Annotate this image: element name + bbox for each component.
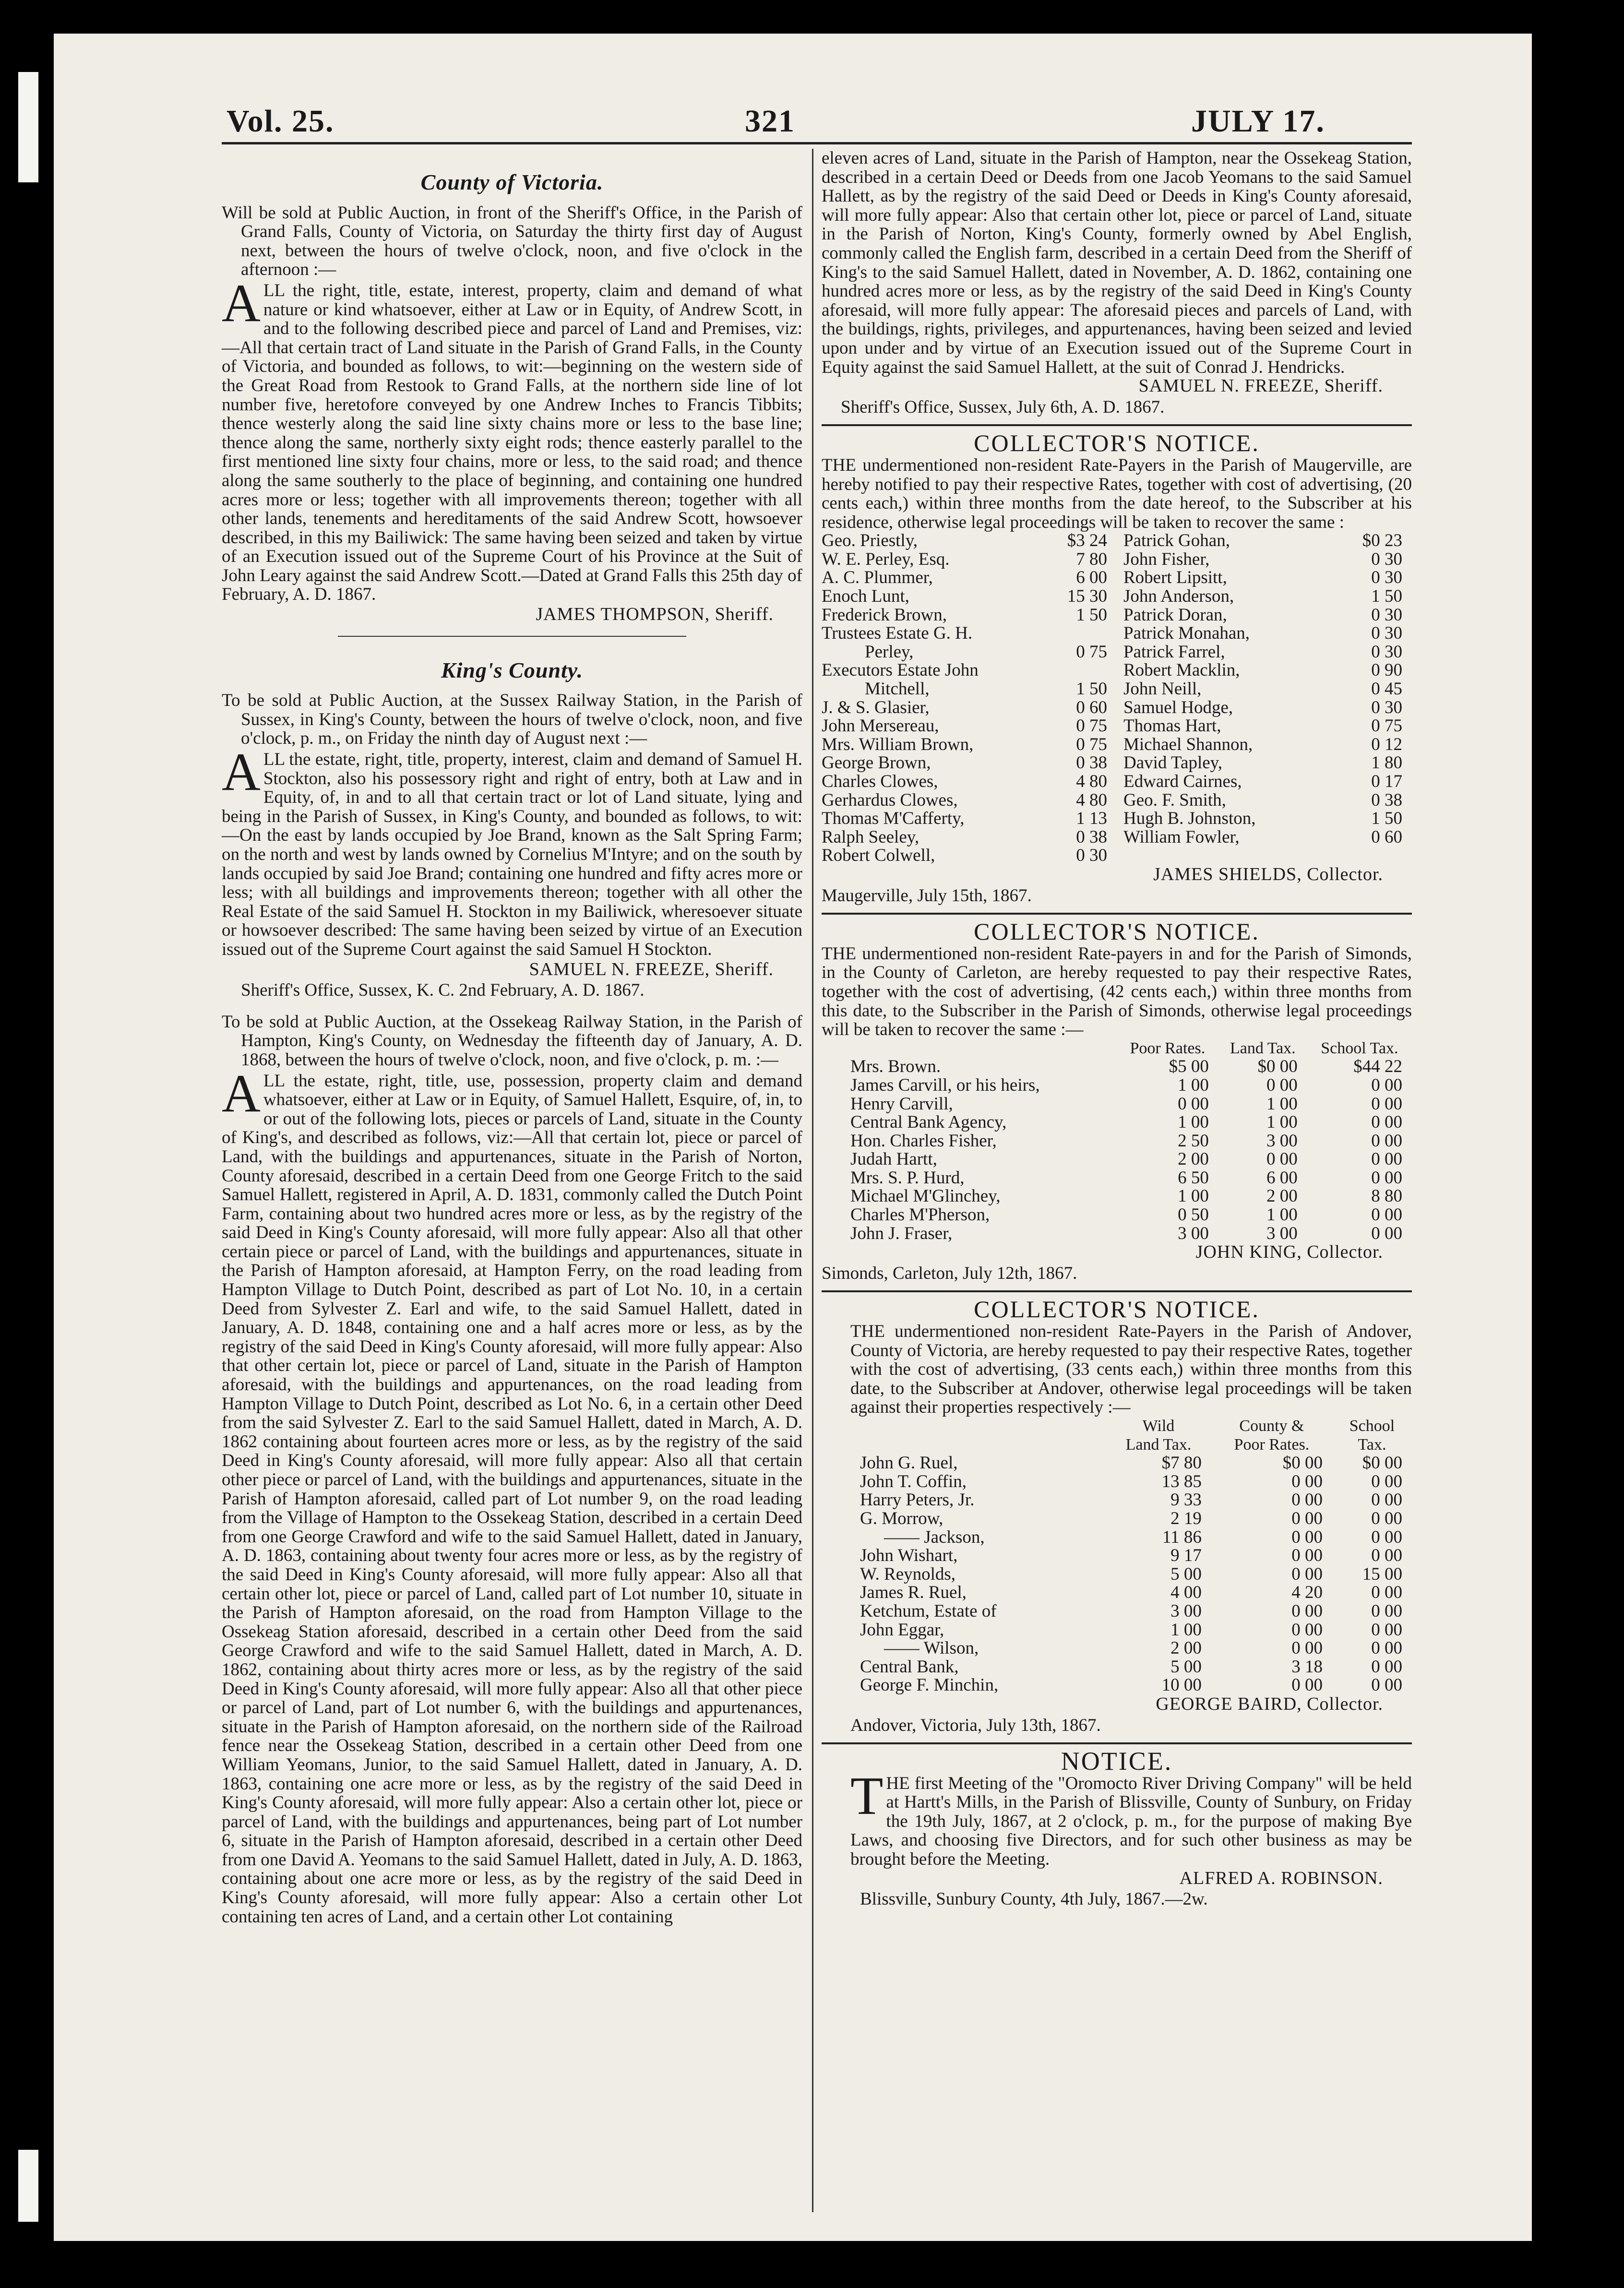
table-row: [822, 810, 1117, 828]
notice-title: COLLECTOR'S NOTICE.: [974, 429, 1260, 457]
school-tax: 0 00: [1371, 1094, 1402, 1114]
ratepayer-name: Michael M'Glinchey,: [850, 1186, 1001, 1206]
table-row: [1123, 550, 1412, 569]
ratepayer-name: Frederick Brown,: [822, 605, 947, 625]
table-row: [822, 606, 1117, 625]
notice-place-date: Simonds, Carleton, July 12th, 1867.: [822, 1263, 1077, 1283]
rate-amount: 4 80: [1076, 790, 1107, 810]
land-tax: 5 00: [1170, 1656, 1202, 1677]
notice-place-date: Maugerville, July 15th, 1867.: [822, 885, 1032, 906]
table-row: [822, 550, 1117, 569]
school-tax: 0 00: [1371, 1223, 1402, 1243]
school-tax: 0 00: [1371, 1168, 1402, 1188]
table-row: [822, 1113, 1412, 1132]
table-row: [1123, 606, 1412, 625]
poor-rate: $5 00: [1169, 1057, 1209, 1077]
ratepayer-name: George F. Minchin,: [860, 1675, 999, 1695]
rate-amount: 0 45: [1371, 679, 1402, 699]
ratepayer-name: Hugh B. Johnston,: [1123, 809, 1256, 829]
poor-rate: 1 00: [1178, 1075, 1209, 1095]
poor-rate: 3 00: [1178, 1223, 1209, 1243]
poor-rate: 0 00: [1291, 1675, 1323, 1695]
table-row: [822, 699, 1117, 717]
table-row: [822, 1565, 1412, 1584]
rate-amount: 0 30: [1371, 549, 1402, 569]
poor-rate: 4 20: [1291, 1583, 1323, 1603]
ratepayer-table: [822, 1039, 1412, 1243]
notice-place-date: Sheriff's Office, Sussex, K. C. 2nd February, A. D. 1867.: [241, 980, 645, 1001]
poor-rate: 1 00: [1178, 1186, 1209, 1206]
ratepayer-name: Mrs. S. P. Hurd,: [850, 1168, 965, 1188]
column-header: County &: [1239, 1417, 1304, 1435]
section-rule: [822, 1742, 1412, 1744]
table-row: [822, 846, 1117, 865]
oromocto-meeting-notice: [822, 1747, 1412, 1909]
rate-amount: 0 30: [1371, 605, 1402, 625]
school-tax: 0 00: [1371, 1131, 1402, 1151]
rate-amount: [1046, 624, 1117, 643]
land-tax: 13 85: [1161, 1471, 1202, 1491]
ratepayer-name: Central Bank Agency,: [850, 1112, 1007, 1132]
table-row: [1123, 736, 1412, 754]
ratepayer-name: George Brown,: [822, 753, 931, 773]
school-tax: 0 00: [1371, 1583, 1402, 1603]
school-tax: 0 00: [1371, 1527, 1402, 1547]
ratepayer-name: John G. Ruel,: [860, 1453, 958, 1473]
land-tax: 2 19: [1170, 1508, 1202, 1528]
ratepayer-table: [822, 1417, 1412, 1695]
ratepayer-name: Charles M'Pherson,: [850, 1205, 990, 1225]
rate-amount: 15 30: [1067, 586, 1107, 607]
rate-amount: 0 17: [1371, 772, 1402, 791]
ratepayer-name: Hon. Charles Fisher,: [850, 1131, 997, 1151]
ratepayer-name: Michael Shannon,: [1123, 734, 1253, 754]
ratepayer-name: G. Morrow,: [860, 1508, 943, 1528]
table-row: [822, 680, 1117, 699]
land-tax: 6 00: [1266, 1168, 1298, 1188]
table-row: [1123, 661, 1412, 680]
issue-date: JULY 17.: [1191, 104, 1325, 139]
rate-amount: 0 60: [1371, 827, 1402, 847]
table-row: [1123, 680, 1412, 699]
ratepayer-name: Henry Carvill,: [850, 1094, 953, 1114]
school-tax: 0 00: [1371, 1112, 1402, 1132]
table-row: [822, 1225, 1412, 1243]
page-number: 321: [745, 104, 795, 139]
column-header: Poor Rates.: [1130, 1039, 1206, 1057]
school-tax: 0 00: [1371, 1149, 1402, 1169]
poor-rate: 0 00: [1291, 1564, 1323, 1584]
header-rule: [222, 142, 1412, 144]
notice-body: ALL the estate, right, title, use, possession, property claim and demand whatsoever, either at Law or in Equity, of Samuel Hallett, Esquire, of, in, to or out of the following lots, pieces or parcels of Land, situate in the County of King's, and described as follows, viz:—All that certain lot, piece or parcel of Land, with the buildings and appurtenances, situate in the Parish of Norton, County aforesaid, described in a certain Deed from one George Fritch to the said Samuel Hallett, registered in April, A. D. 1831, commonly called the Dutch Point Farm, containing about two hundred acres more or less, as by the registry of the said Deed in King's County aforesaid, will more fully appear: Also all that other certain piece or parcel of Land, with the buildings and appurtenances, situate in the Parish of Hampton aforesaid, at Hampton Ferry, on the road leading from Hampton Village to Dutch Point, described as part of Lot No. 10, in a certain Deed from Sylvester Z. Earl and wife, to the said Samuel Hallett, dated in January, A. D. 1848, containing one and a half acres more or less, as by the registry of the said Deed in King's County aforesaid, will more fully appear: Also that other certain lot, piece or parcel of Land, situate in the Parish of Hampton aforesaid, with the buildings and appurtenances, on the road leading from Hampton Village to Dutch Point, described as Lot No. 6, in a certain other Deed from the said Sylvester Z. Earl to the said Samuel Hallett, dated in March, A. D. 1862 containing about fourteen acres more or less, as by the registry of the said Deed in King's County aforesaid, will more fully appear: Also all that certain other piece or parcel of Land, with the buildings and appurtenances, situate in the Parish of Hampton aforesaid, called part of Lot number 9, on the road leading from the Village of Hampton to the Ossekeag Station, described in a certain Deed from one George Crawford and wife to the said Samuel Hallett, dated in January, A. D. 1863, containing about twenty four acres more or less, as by the registry of the said Deed in King's County aforesaid, will more fully appear: Also all that certain other lot, piece or parcel of Land, called part of Lot number 10, situate in the Parish of Hampton aforesaid, on the road from Hampton Village to the Ossekeag Station aforesaid, described in a certain other Deed from the said George Crawford and wife to the said Samuel Hallett, dated in March, A. D. 1862, containing about thirty acres more or less, as by the registry of the said Deed in King's County aforesaid, will more fully appear: Also all that other piece or parcel of Land, part of Lot number 6, with the buildings and appurtenances, situate in the Parish of Hampton aforesaid, on the northern side of the Railroad fence near the Ossekeag Station, described in a certain other Deed from one William Yeomans, Junior, to the said Samuel Hallett, dated in January, A. D. 1863, containing one acre more or less, as by the registry of the said Deed in King's County aforesaid, will more fully appear: Also a certain other lot, piece or parcel of Land, with the buildings and appurtenances, being part of Lot number 6, situate in the Parish of Hampton aforesaid, described in a certain other Deed from one David A. Yeomans to the said Samuel Hallett, dated in July, A. D. 1863, containing about one acre more or less, as by the registry of the said Deed in King's County aforesaid, will more fully appear: Also a certain other Lot containing ten acres of Land, and a certain other Lot containing: [222, 1063, 802, 1927]
table-row: [822, 1639, 1412, 1658]
andover-collector-notice: [822, 1296, 1412, 1735]
ratepayer-name: James R. Ruel,: [860, 1583, 967, 1603]
rate-amount: 0 38: [1076, 753, 1107, 773]
ratepayer-name: Enoch Lunt,: [822, 586, 909, 607]
rate-amount: 1 50: [1076, 605, 1107, 625]
table-row: [822, 1076, 1412, 1095]
table-row: [822, 754, 1117, 773]
rate-amount: 0 75: [1371, 716, 1402, 736]
kings-sheriff-notice: [222, 657, 802, 1001]
poor-rate: 2 00: [1178, 1149, 1209, 1169]
notice-signature: JOHN KING, Collector.: [1195, 1242, 1383, 1263]
table-row: [822, 587, 1117, 606]
table-row: [822, 624, 1117, 643]
poor-rate: 0 00: [1291, 1601, 1323, 1621]
poor-rate: 0 50: [1178, 1205, 1209, 1225]
drop-cap: T: [850, 1766, 884, 1826]
poor-rate: 0 00: [1178, 1094, 1209, 1114]
notice-intro: Will be sold at Public Auction, in front of the Sheriff's Office, in the Parish of Grand Falls, County of Victoria, on Saturday the thirty first day of August next, between the hours of twelve o'clock, noon, and five o'clock in the afternoon :—: [222, 203, 802, 280]
table-row: [822, 643, 1117, 662]
table-row: [822, 736, 1117, 754]
column-header: Wild: [1142, 1417, 1175, 1435]
notice-signature: GEORGE BAIRD, Collector.: [1156, 1693, 1383, 1714]
rate-amount: 0 38: [1076, 827, 1107, 847]
ratepayer-name: Trustees Estate G. H.: [822, 623, 973, 644]
table-row: [822, 773, 1117, 791]
ratepayer-name: —— Wilson,: [884, 1638, 979, 1658]
land-tax: 1 00: [1266, 1094, 1298, 1114]
table-row: [1123, 587, 1412, 606]
victoria-sheriff-notice: [222, 170, 802, 625]
land-tax: 3 00: [1266, 1131, 1298, 1151]
table-row: [822, 1095, 1412, 1114]
poor-rate: 0 00: [1291, 1508, 1323, 1528]
ratepayer-name: Robert Macklin,: [1123, 660, 1240, 680]
table-row: [1123, 791, 1412, 810]
rate-amount: 0 75: [1076, 642, 1107, 662]
ratepayer-name: W. Reynolds,: [860, 1564, 956, 1584]
poor-rate: 0 00: [1291, 1638, 1323, 1658]
notice-body: THE first Meeting of the "Oromocto River Driving Company" will be held at Hartt's Mills, in the Parish of Blissville, County of Sunbury, on Friday the 19th July, 1867, at 2 o'clock, p. m., for the purpose of making Bye Laws, and choosing five Directors, and for such other business as may be brought before the Meeting.: [850, 1766, 1412, 1870]
notice-title: King's County.: [441, 657, 584, 682]
rate-amount: [1046, 661, 1117, 680]
column-divider: [812, 149, 813, 2212]
poor-rate: 0 00: [1291, 1490, 1323, 1510]
school-tax: 0 00: [1371, 1638, 1402, 1658]
notice-signature: JAMES THOMPSON, Sheriff.: [536, 604, 774, 625]
table-row: [822, 1058, 1412, 1076]
film-edge-mark-bottom: [18, 2150, 38, 2222]
land-tax: $0 00: [1257, 1057, 1298, 1077]
ratepayer-name: J. & S. Glasier,: [822, 697, 930, 717]
rate-amount: 4 80: [1076, 772, 1107, 791]
table-row: [1123, 754, 1412, 773]
table-row: [822, 1547, 1412, 1565]
notice-title: NOTICE.: [1061, 1747, 1173, 1776]
land-tax: 1 00: [1266, 1112, 1298, 1132]
left-column: [222, 149, 802, 1926]
rate-amount: 0 12: [1371, 734, 1402, 754]
ratepayer-name: Geo. Priestly,: [822, 531, 918, 551]
poor-rate: 6 50: [1178, 1168, 1209, 1188]
ratepayer-name: John Eggar,: [860, 1620, 944, 1640]
ratepayer-name: Harry Peters, Jr.: [860, 1490, 975, 1510]
table-row: [822, 791, 1117, 810]
maugerville-collector-notice: [822, 429, 1412, 906]
table-row: [822, 1658, 1412, 1677]
table-row: [822, 1150, 1412, 1169]
table-row: [1123, 810, 1412, 828]
notice-signature: ALFRED A. ROBINSON.: [1179, 1868, 1383, 1888]
film-edge-mark-top: [18, 72, 38, 182]
rate-amount: 0 60: [1076, 697, 1107, 717]
rate-amount: 1 80: [1371, 753, 1402, 773]
table-row: [822, 1621, 1412, 1640]
table-row: [1123, 828, 1412, 847]
land-tax: 1 00: [1170, 1620, 1202, 1640]
table-row: [1123, 773, 1412, 791]
ratepayer-name: John Neill,: [1123, 679, 1202, 699]
ratepayer-table: [822, 532, 1412, 865]
poor-rate: 0 00: [1291, 1546, 1323, 1566]
land-tax: 4 00: [1170, 1583, 1202, 1603]
ratepayer-name: Gerhardus Clowes,: [822, 790, 958, 810]
table-row: [822, 1206, 1412, 1225]
notice-signature: SAMUEL N. FREEZE, Sheriff.: [1138, 376, 1383, 396]
table-row: [822, 1454, 1412, 1473]
ratepayer-name: Central Bank,: [860, 1656, 959, 1677]
ratepayer-name: Mrs. William Brown,: [822, 734, 974, 754]
notice-intro: THE undermentioned non-resident Rate-Payers in the Parish of Andover, County of Victoria, are hereby requested to pay their respective Rates, together with the cost of advertising, (33 cents each,) within three months from this date, to the Subscriber at Andover, otherwise legal proceedings will be taken against their properties respectively :—: [850, 1322, 1412, 1418]
drop-cap: A: [222, 273, 261, 333]
ratepayer-name: Ralph Seeley,: [822, 827, 919, 847]
table-row: [1123, 569, 1412, 587]
notice-intro: To be sold at Public Auction, at the Sussex Railway Station, in the Parish of Sussex, in King's County, between the hours of twelve o'clock, noon, and five o'clock, p. m., on Friday the ninth day of August next :—: [222, 691, 802, 749]
ratepayer-name: William Fowler,: [1123, 827, 1240, 847]
land-tax: $7 80: [1161, 1453, 1202, 1473]
land-tax: 2 00: [1266, 1186, 1298, 1206]
table-row: [822, 1584, 1412, 1602]
poor-rate: 1 00: [1178, 1112, 1209, 1132]
poor-rate: 0 00: [1291, 1471, 1323, 1491]
ratepayer-name: James Carvill, or his heirs,: [850, 1075, 1040, 1095]
notice-place-date: Blissville, Sunbury County, 4th July, 1867.—2w.: [860, 1889, 1208, 1909]
table-row: [1123, 624, 1412, 643]
drop-cap: A: [222, 742, 261, 802]
column-header: Tax.: [1358, 1435, 1386, 1454]
land-tax: 1 00: [1266, 1205, 1298, 1225]
notice-place-date: Sheriff's Office, Sussex, July 6th, A. D. 1867.: [841, 397, 1165, 417]
rate-amount: 6 00: [1076, 568, 1107, 588]
ratepayer-name: David Tapley,: [1123, 753, 1222, 773]
gazette-page: [54, 34, 1532, 2241]
poor-rate: 0 00: [1291, 1620, 1323, 1640]
notice-title: County of Victoria.: [420, 170, 604, 194]
column-header: School Tax.: [1321, 1039, 1398, 1057]
ratepayer-name: Judah Hartt,: [850, 1149, 937, 1169]
section-divider: [338, 636, 686, 637]
rate-amount: $3 24: [1067, 531, 1107, 551]
table-row: [822, 1187, 1412, 1206]
ratepayer-name: Patrick Monahan,: [1123, 623, 1250, 644]
notice-title: COLLECTOR'S NOTICE.: [974, 918, 1260, 945]
ratepayer-name: W. E. Perley, Esq.: [822, 549, 950, 569]
land-tax: 0 00: [1266, 1075, 1298, 1095]
ratepayer-name: Robert Colwell,: [822, 846, 935, 866]
table-row: [822, 1676, 1412, 1695]
rate-amount: 1 50: [1076, 679, 1107, 699]
ratepayer-name: Edward Cairnes,: [1123, 772, 1242, 791]
school-tax: 8 80: [1371, 1186, 1402, 1206]
table-row: [1123, 717, 1412, 736]
table-row: [822, 1132, 1412, 1151]
land-tax: 9 33: [1170, 1490, 1202, 1510]
table-row: [822, 532, 1117, 550]
ratepayer-name: John T. Coffin,: [860, 1471, 967, 1491]
school-tax: $44 22: [1353, 1057, 1402, 1077]
school-tax: 0 00: [1371, 1601, 1402, 1621]
land-tax: 9 17: [1170, 1546, 1202, 1566]
rate-amount: 0 30: [1371, 623, 1402, 644]
table-row: [822, 1169, 1412, 1188]
notice-body-continued: eleven acres of Land, situate in the Parish of Hampton, near the Ossekeag Station, described in a certain Deed or Deeds from one Jacob Yeomans to the said Samuel Hallett, as by the registry of the said Deed or Deeds in King's County aforesaid, will more fully appear: Also that certain other lot, piece or parcel of Land, situate in the Parish of Norton, King's County, formerly owned by Abel English, commonly called the English farm, described in a certain Deed from the Sheriff of King's to the said Samuel Hallett, dated in November, A. D. 1862, containing one hundred acres more or less, as by the registry of the said Deed in King's County aforesaid, will more fully appear: The aforesaid pieces and parcels of Land, with the buildings, rights, privileges, and appurtenances, having been seized and levied upon under and by virtue of an Execution issued out of the Supreme Court in Equity against the said Samuel Hallett, at the suit of Conrad J. Hendricks.: [822, 148, 1412, 377]
table-row: [1123, 643, 1412, 662]
table-row: [822, 717, 1117, 736]
land-tax: 3 00: [1266, 1223, 1298, 1243]
notice-intro: THE undermentioned non-resident Rate-Payers in the Parish of Maugerville, are hereby notified to pay their respective Rates, together with cost of advertising, (20 cents each,) within three months from the date hereof, to the Subscriber at his residence, otherwise legal proceedings will be taken to recover the same :: [822, 455, 1412, 532]
poor-rate: 3 18: [1291, 1656, 1323, 1677]
ratepayer-name: John Mersereau,: [822, 716, 939, 736]
ratepayer-name: Thomas M'Cafferty,: [822, 809, 965, 829]
ratepayer-name: Ketchum, Estate of: [860, 1601, 997, 1621]
poor-rate: 0 00: [1291, 1527, 1323, 1547]
land-tax: 0 00: [1266, 1149, 1298, 1169]
ratepayer-name: Robert Lipsitt,: [1123, 568, 1227, 588]
ratepayer-name: Patrick Doran,: [1123, 605, 1227, 625]
table-row: [822, 828, 1117, 847]
notice-intro: To be sold at Public Auction, at the Ossekeag Railway Station, in the Parish of Hampton, King's County, on Wednesday the fifteenth day of January, A. D. 1868, between the hours of twelve o'clock, noon, and five o'clock, p. m. :—: [222, 1012, 802, 1070]
school-tax: 15 00: [1362, 1564, 1402, 1584]
ratepayer-name: Mitchell,: [865, 679, 930, 699]
notice-intro: THE undermentioned non-resident Rate-payers in and for the Parish of Simonds, in the County of Carleton, are hereby requested to pay their respective Rates, together with the cost of advertising, (42 cents each,) within three months from this date, to the Subscriber in the Parish of Simonds, otherwise legal proceedings will be taken to recover the same :—: [822, 943, 1412, 1040]
notice-body: ALL the estate, right, title, property, interest, claim and demand of Samuel H. Stockton, also his possessory right and right of entry, both at Law and in Equity, of, in and to all that certain tract or lot of Land situate, lying and being in the Parish of Sussex, in King's County, and bounded as follows, to wit:—On the east by lands occupied by Joe Brand, known as the Salt Spring Farm; on the north and west by lands owned by Cornelius M'Intyre; and on the south by lands occupied by said Joe Brand; containing one hundred and fifty acres more or less; with all buildings and improvements thereon; together with all other the Real Estate of the said Samuel H. Stockton in my Bailiwick, wheresoever situate or howsoever described: The same having been seized by virtue of an Execution issued out of the Supreme Court against the said Samuel H Stockton.: [222, 742, 802, 959]
rate-amount: 0 75: [1076, 716, 1107, 736]
table-row: [822, 1473, 1412, 1491]
land-tax: 2 00: [1170, 1638, 1202, 1658]
table-row: [1123, 699, 1412, 717]
school-tax: 0 00: [1371, 1205, 1402, 1225]
land-tax: 11 86: [1162, 1527, 1202, 1547]
volume-label: Vol. 25.: [227, 104, 334, 139]
ratepayer-name: Charles Clowes,: [822, 772, 938, 791]
school-tax: 0 00: [1371, 1471, 1402, 1491]
hampton-sheriff-notice: [222, 1013, 802, 1927]
rate-amount: 0 30: [1371, 568, 1402, 588]
table-row: [822, 1528, 1412, 1547]
ratepayer-name: John Fisher,: [1123, 549, 1210, 569]
rate-amount: 0 38: [1371, 790, 1402, 810]
ratepayer-name: —— Jackson,: [884, 1527, 985, 1547]
column-header: School: [1349, 1417, 1395, 1435]
notice-signature: JAMES SHIELDS, Collector.: [1153, 864, 1383, 884]
ratepayer-name: Mrs. Brown.: [850, 1057, 941, 1077]
hampton-notice-continued: [822, 149, 1412, 417]
drop-cap: A: [222, 1063, 261, 1123]
ratepayer-name: Thomas Hart,: [1123, 716, 1221, 736]
ratepayer-name: Patrick Gohan,: [1123, 531, 1230, 551]
school-tax: 0 00: [1371, 1620, 1402, 1640]
column-header: Land Tax.: [1230, 1039, 1296, 1057]
table-row: [1123, 532, 1412, 550]
rate-amount: 0 75: [1076, 734, 1107, 754]
column-header: Land Tax.: [1125, 1435, 1192, 1454]
ratepayer-name: Executors Estate John: [822, 660, 979, 680]
school-tax: 0 00: [1371, 1656, 1402, 1677]
rate-amount: 7 80: [1076, 549, 1107, 569]
rate-amount: 1 50: [1371, 586, 1402, 607]
notice-title: COLLECTOR'S NOTICE.: [974, 1296, 1260, 1323]
land-tax: 10 00: [1161, 1675, 1202, 1695]
simonds-collector-notice: [822, 918, 1412, 1283]
school-tax: 0 00: [1371, 1490, 1402, 1510]
land-tax: 5 00: [1170, 1564, 1202, 1584]
land-tax: 3 00: [1170, 1601, 1202, 1621]
rate-amount: 1 13: [1076, 809, 1107, 829]
ratepayer-name: John Wishart,: [860, 1546, 958, 1566]
table-row: [822, 1602, 1412, 1621]
notice-body: ALL the right, title, estate, interest, property, claim and demand of what nature or kind whatsoever, either at Law or in Equity, of Andrew Scott, in and to the following described piece and parcel of Land and Premises, viz:—All that certain tract of Land situate in the Parish of Grand Falls, in the County of Victoria, and bounded as follows, to wit:—beginning on the western side of the Great Road from Restook to Grand Falls, at the northern side line of lot number five, heretofore conveyed by one Andrew Inches to Francis Tibbits; thence westerly along the said line sixty chains more or less to the base line; thence along the same, northerly sixty eight rods; thence easterly parallel to the first mentioned line sixty four chains, more or less, to the said road; and thence along the same southerly to the place of beginning, and containing one hundred acres more or less; together with all improvements thereon; together with all other lands, tenements and hereditaments of the said Andrew Scott, howsoever described, in this my Bailiwick: The same having been seized and taken by virtue of an Execution issued out of the Supreme Court of his Province at the Suit of John Leary against the said Andrew Scott.—Dated at Grand Falls this 25th day of February, A. D. 1867.: [222, 273, 802, 605]
table-row: [822, 1491, 1412, 1510]
school-tax: 0 00: [1371, 1508, 1402, 1528]
notice-signature: SAMUEL N. FREEZE, Sheriff.: [529, 959, 774, 979]
ratepayer-name: Perley,: [865, 642, 914, 662]
rate-amount: 0 30: [1076, 846, 1107, 866]
ratepayer-name: A. C. Plummer,: [822, 568, 933, 588]
ratepayer-name: John J. Fraser,: [850, 1223, 953, 1243]
school-tax: 0 00: [1371, 1075, 1402, 1095]
ratepayer-name: Patrick Farrel,: [1123, 642, 1225, 662]
column-header: Poor Rates.: [1234, 1435, 1310, 1454]
rate-amount: 0 30: [1371, 642, 1402, 662]
section-rule: [822, 424, 1412, 426]
rate-amount: 1 50: [1371, 809, 1402, 829]
ratepayer-name: Geo. F. Smith,: [1123, 790, 1226, 810]
rate-amount: 0 30: [1371, 697, 1402, 717]
rate-amount: $0 23: [1362, 531, 1402, 551]
notice-place-date: Andover, Victoria, July 13th, 1867.: [850, 1715, 1101, 1735]
section-rule: [822, 1290, 1412, 1292]
right-column: [822, 149, 1412, 1909]
table-row: [822, 569, 1117, 587]
ratepayer-name: Samuel Hodge,: [1123, 697, 1233, 717]
rate-amount: 0 90: [1371, 660, 1402, 680]
poor-rate: 2 50: [1178, 1131, 1209, 1151]
table-row: [822, 661, 1117, 680]
table-row: [822, 1510, 1412, 1528]
section-rule: [822, 913, 1412, 915]
ratepayer-name: John Anderson,: [1123, 586, 1234, 607]
school-tax: $0 00: [1362, 1453, 1402, 1473]
school-tax: 0 00: [1371, 1675, 1402, 1695]
school-tax: 0 00: [1371, 1546, 1402, 1566]
poor-rate: $0 00: [1282, 1453, 1323, 1473]
